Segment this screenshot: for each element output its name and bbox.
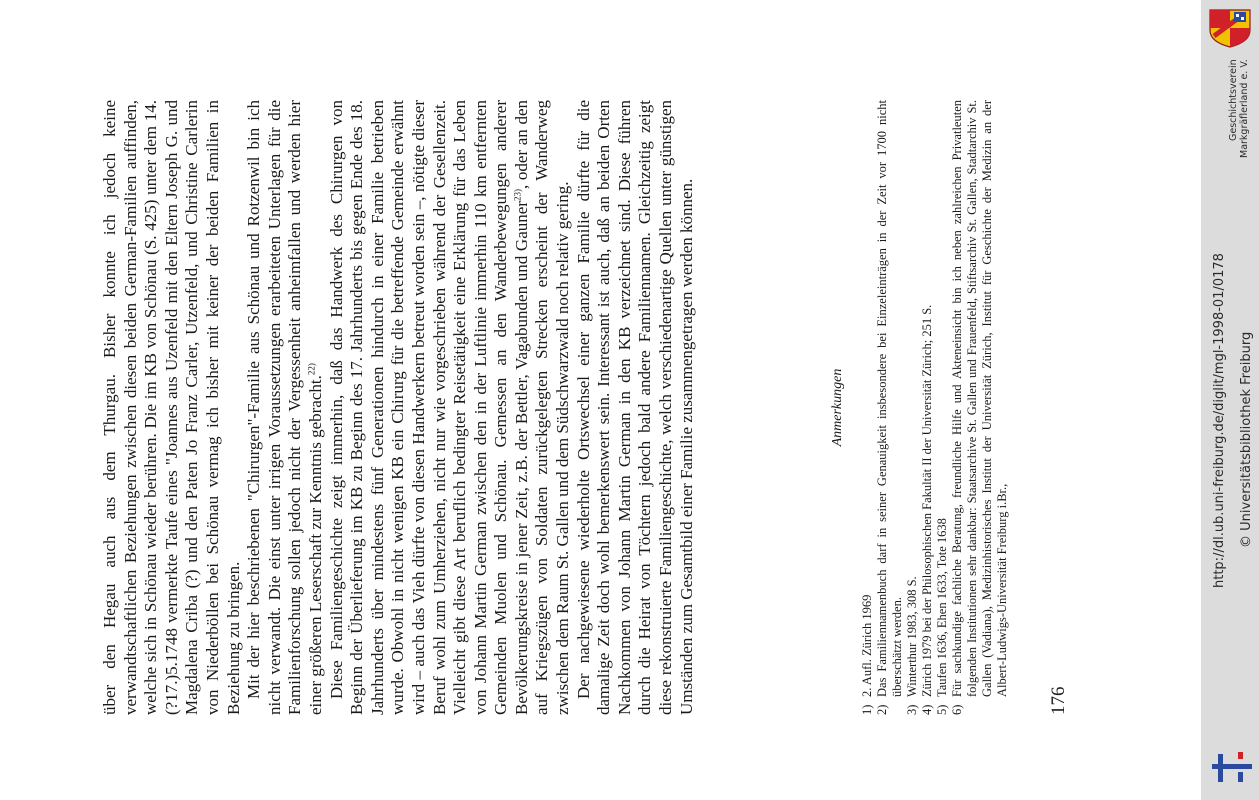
paragraph: Diese Familiengeschichte zeigt immerhin, daß das Handwerk des Chirurgen von Beginn der Überlieferung im KB zu Beginn des 17. Jahrhunderts bis gegen Ende des 18. Jahrhunderts über mindestens fünf Generationen hindurch in einer Familie betrieben wurde. Obwohl in nicht wenigen KB ein Chirurg für die betreffende Gemeinde erwähnt wird – auch das Vieh dürfte von diesen Handwerkern betreut worden sein –, nötigte dieser Beruf wohl zum Umherziehen, nicht nur wie vorgeschrieben während der Gesellenzeit. Vielleicht gibt diese Art beruflich bedingter Reisetätigkeit eine Erklärung für das Leben von Johann Martin German zwischen den in der Luftlinie immerhin 110 km entfernten Gemeinden Muolen und Schönau. Gemessen an den Wanderbewegungen anderer Bevölkerungskreise in jener Zeit, z.B. der Bettler, Vagabunden und Gauner$^{23)}$, oder an den auf Kriegszügen von Soldaten zurückgelegten Strecken erscheint der Wanderweg zwischen dem Raum St. Gallen und dem Südschwarzwald noch relativ gering. — [326, 100, 573, 715]
document-page — [100, 95, 1100, 715]
paragraph: Mit der hier beschriebenen "Chirurgen"-Familie aus Schönau und Rotzenwil bin ich nicht verwandt. Die einst unter irrigen Voraussetzungen erarbeiteten Unterlagen für die Familienforschung sollen jedoch nicht der Vergessenheit anheimfallen und werden hier einer größeren Leserschaft zur Kenntnis gebracht.$^{22)}$ — [244, 100, 325, 715]
footnote: 6) Für sachkundige fachliche Beratung, freundliche Hilfe und Akteneinsicht bin ich neben zahlreichen Privatleuten folgenden Institutionen sehr dankbar: Staatsarchive St. Gallen und Frauenfeld, Stiftsarchiv St. Gallen, Stadtarchiv St. Gallen (Vadiana), Medizinhistorisches Institut der Universität Zürich, Institut für Geschichte der Medizin an der Albert-Ludwigs-Universität Freiburg i.Br., — [950, 100, 1009, 715]
footnote: 3) Winterthur 1983, 308 S. — [905, 576, 919, 715]
footnote: 5) Taufen 1636, Ehen 1633, Tote 1638 — [935, 518, 949, 715]
coat-of-arms-icon — [1206, 8, 1254, 48]
footnote: 2) Das Familiennamenbuch darf in seiner Genauigkeit insbesondere bei Einzeleinträgen in der Zeit vor 1700 nicht überschätzt werden. — [875, 100, 904, 715]
source-link[interactable]: http://dl.ub.uni-freiburg.de/diglit/mgl-1998-01/0178 — [1212, 253, 1227, 588]
footnote: 1) 2. Aufl. Zürich 1969 — [860, 594, 874, 715]
body-text — [100, 100, 697, 715]
footnote: 4) Zürich 1979 bei der Philosophischen Fakultät II der Universität Zürich; 251 S. — [920, 304, 934, 715]
paragraph: Der nachgewiesene wiederholte Ortswechsel einer ganzen Familie dürfte für die damalige Zeit doch wohl bemerkenswert sein. Interessant ist auch, daß an beiden Orten Nachkommen von Johann Martin German in den KB verzeichnet sind. Diese führen durch die Heirat von Töchtern jedoch bald andere Familiennamen. Gleichzeitig zeigt diese rekonstruierte Familiengeschichte, welch verschiedenartige Quellen unter günstigen Umständen zum Gesamtbild einer Familie zusammengetragen werden können. — [573, 100, 696, 715]
page-number: 176 — [1048, 686, 1069, 715]
footnote-ref: 22) — [306, 363, 317, 376]
society-name: Geschichtsverein Markgräflerland e. V. — [1228, 59, 1250, 158]
ub-freiburg-logo-icon — [1210, 750, 1254, 784]
paragraph: über den Hegau auch aus dem Thurgau. Bisher konnte ich jedoch keine verwandtschaftlichen Beziehungen zwischen diesen beiden German-Familien auffinden, welche sich in Schönau wieder berühren. Die im KB von Schönau (S. 425) unter dem 14.(?17.)5.1748 vermerkte Taufe eines "Joannes aus Uzenfeld mit den Eltern Joseph G. und Magdalena Criba (?) und den Paten Jo Franz Carler, Utzenfeld, und Christine Carlerin von Niederböllen bei Schönau vermag ich bisher mit keiner der beiden Familien in Beziehung zu bringen. — [100, 100, 243, 715]
notes-heading: Anmerkungen — [830, 368, 845, 447]
footnote-ref: 23) — [512, 189, 523, 202]
copyright-notice: © Universitätsbibliothek Freiburg — [1239, 331, 1254, 548]
footnotes — [860, 100, 1010, 715]
